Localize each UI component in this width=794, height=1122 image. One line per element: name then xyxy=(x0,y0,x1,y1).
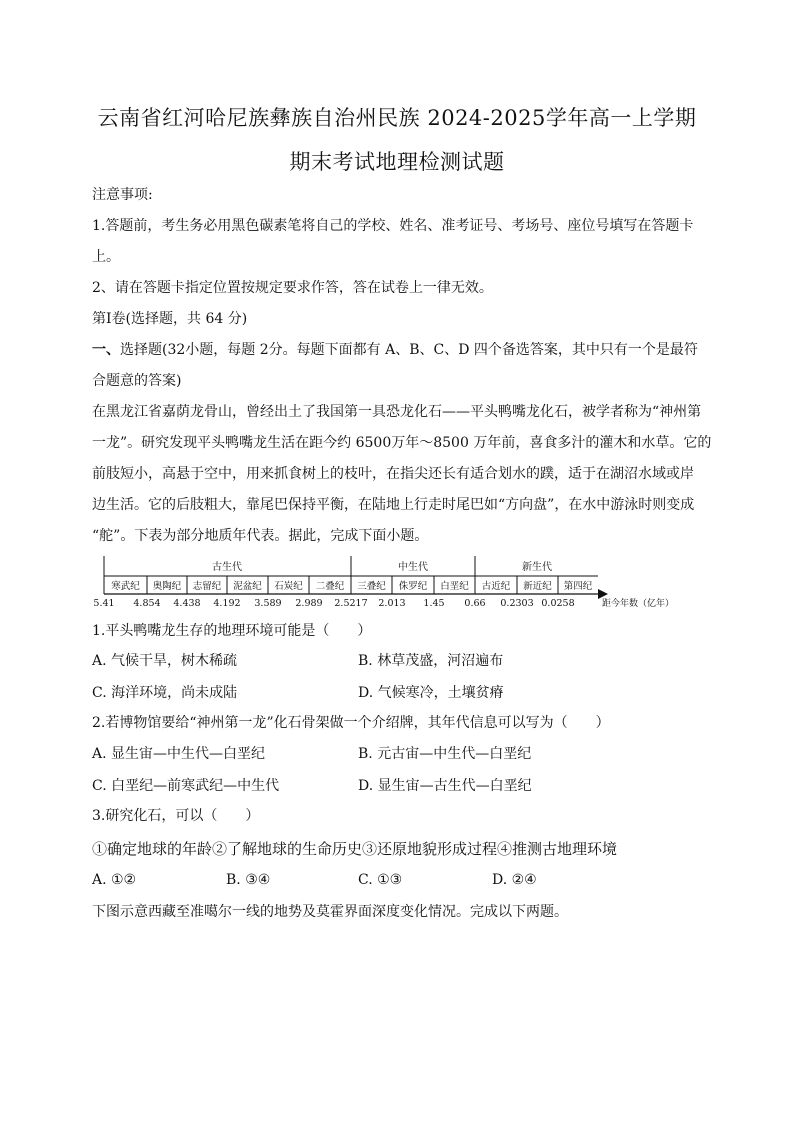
question-3-option-b: B. ③④ xyxy=(226,872,271,888)
timeline-age-label: 0.0258 xyxy=(541,598,575,609)
volume-heading: 第Ⅰ卷(选择题，共 64 分) xyxy=(92,311,248,327)
notice-heading: 注意事项: xyxy=(92,187,153,203)
notice-item-2: 2、请在答题卡指定位置按规定要求作答，答在试卷上一律无效。 xyxy=(92,280,493,296)
timeline-arrow xyxy=(598,589,608,599)
question-2-option-d: D. 显生宙—古生代—白垩纪 xyxy=(358,778,532,794)
exam-title-line1: 云南省红河哈尼族彝族自治州民族 2024-2025学年高一上学期 xyxy=(97,106,697,130)
section-instructions-cont: 合题意的答案) xyxy=(92,373,182,389)
question-1-option-a: A. 气候干旱，树木稀疏 xyxy=(92,653,238,669)
timeline-period-label: 三叠纪 xyxy=(357,581,386,592)
timeline-age-label: 0.2303 xyxy=(500,598,534,609)
question-3-statements: ①确定地球的年龄②了解地球的生命历史③还原地貌形成过程④推测古地理环境 xyxy=(92,840,618,858)
question-2-stem: 2.若博物馆要给“神州第一龙”化石骨架做一个介绍牌，其年代信息可以写为（ ） xyxy=(92,715,610,731)
question-1-stem: 1.平头鸭嘴龙生存的地理环境可能是（ ） xyxy=(92,623,372,639)
question-3-option-a: A. ①② xyxy=(92,872,137,888)
timeline-period-label: 古近纪 xyxy=(481,581,511,592)
timeline-age-label: 1.45 xyxy=(423,598,445,609)
timeline-age-label: 2.989 xyxy=(295,598,323,609)
passage1-line: 一龙”。研究发现平头鸭嘴龙生活在距今约 6500万年～8500 万年前，喜食多汁的灌木和水草。它的 xyxy=(92,435,712,451)
notice-item-1-cont: 上。 xyxy=(92,249,120,265)
timeline-age-label: 4.438 xyxy=(173,598,201,609)
timeline-age-label: 0.66 xyxy=(464,598,486,609)
question-3-stem: 3.研究化石，可以（ ） xyxy=(92,808,260,824)
timeline-age-label: 3.589 xyxy=(254,598,282,609)
exam-title-line2: 期末考试地理检测试题 xyxy=(289,150,505,174)
timeline-era-label: 古生代 xyxy=(212,562,242,573)
timeline-period-label: 侏罗纪 xyxy=(398,581,428,592)
question-3-option-d: D. ②④ xyxy=(492,872,537,888)
timeline-era-label: 中生代 xyxy=(398,562,428,573)
timeline-age-label: 2.013 xyxy=(378,598,406,609)
passage1-line: 边生活。它的后肢粗大，靠尾巴保持平衡，在陆地上行走时尾巴如“方向盘”，在水中游泳时则变成 xyxy=(92,497,695,513)
timeline-age-label: 5.41 xyxy=(93,598,115,609)
timeline-period-label: 第四纪 xyxy=(563,581,593,592)
timeline-age-label: 4.192 xyxy=(213,598,241,609)
timeline-period-label: 新近纪 xyxy=(523,581,552,592)
timeline-period-label: 奥陶纪 xyxy=(152,581,182,592)
timeline-period-label: 石炭纪 xyxy=(274,581,303,592)
timeline-period-label: 寒武纪 xyxy=(111,581,140,592)
timeline-axis-label: 距今年数（亿年） xyxy=(602,599,675,609)
timeline-period-label: 泥盆纪 xyxy=(233,581,262,592)
timeline-period-label: 志留纪 xyxy=(192,581,222,592)
question-2-option-a: A. 显生宙—中生代—白垩纪 xyxy=(92,746,266,762)
timeline-age-label: 4.854 xyxy=(133,598,161,609)
question-2-option-b: B. 元古宙—中生代—白垩纪 xyxy=(358,746,532,762)
timeline-period-label: 白垩纪 xyxy=(440,581,469,592)
section-heading xyxy=(92,335,704,366)
geologic-timeline xyxy=(92,552,692,612)
timeline-period-label: 二叠纪 xyxy=(315,581,345,592)
section-instructions: 选择题(32小题，每题 2分。每题下面都有 A、B、C、D 四个备选答案，其中只有一个是最符 xyxy=(120,342,698,358)
timeline-era-label: 新生代 xyxy=(522,562,552,573)
section-number: 一、 xyxy=(92,342,120,358)
question-1-option-c: C. 海洋环境，尚未成陆 xyxy=(92,685,238,701)
passage1-line: 在黑龙江省嘉荫龙骨山，曾经出土了我国第一具恐龙化石——平头鸭嘴龙化石，被学者称为“神州第 xyxy=(92,404,702,420)
timeline-age-label: 2.5217 xyxy=(334,598,368,609)
passage2-intro: 下图示意西藏至准噶尔一线的地势及莫霍界面深度变化情况。完成以下两题。 xyxy=(92,904,568,920)
passage1-line: 前肢短小，高悬于空中，用来抓食树上的枝叶，在指尖还长有适合划水的蹼，适于在湖沼水域或岸 xyxy=(92,466,694,482)
question-1-option-b: B. 林草茂盛，河沼遍布 xyxy=(358,653,504,669)
notice-item-1: 1.答题前，考生务必用黑色碳素笔将自己的学校、姓名、准考证号、考场号、座位号填写在答题卡 xyxy=(92,218,694,234)
question-1-option-d: D. 气候寒冷，土壤贫瘠 xyxy=(358,685,504,701)
passage1-line: “舵”。下表为部分地质年代表。据此，完成下面小题。 xyxy=(92,528,429,544)
question-3-option-c: C. ①③ xyxy=(358,872,403,888)
question-2-option-c: C. 白垩纪—前寒武纪—中生代 xyxy=(92,778,280,794)
